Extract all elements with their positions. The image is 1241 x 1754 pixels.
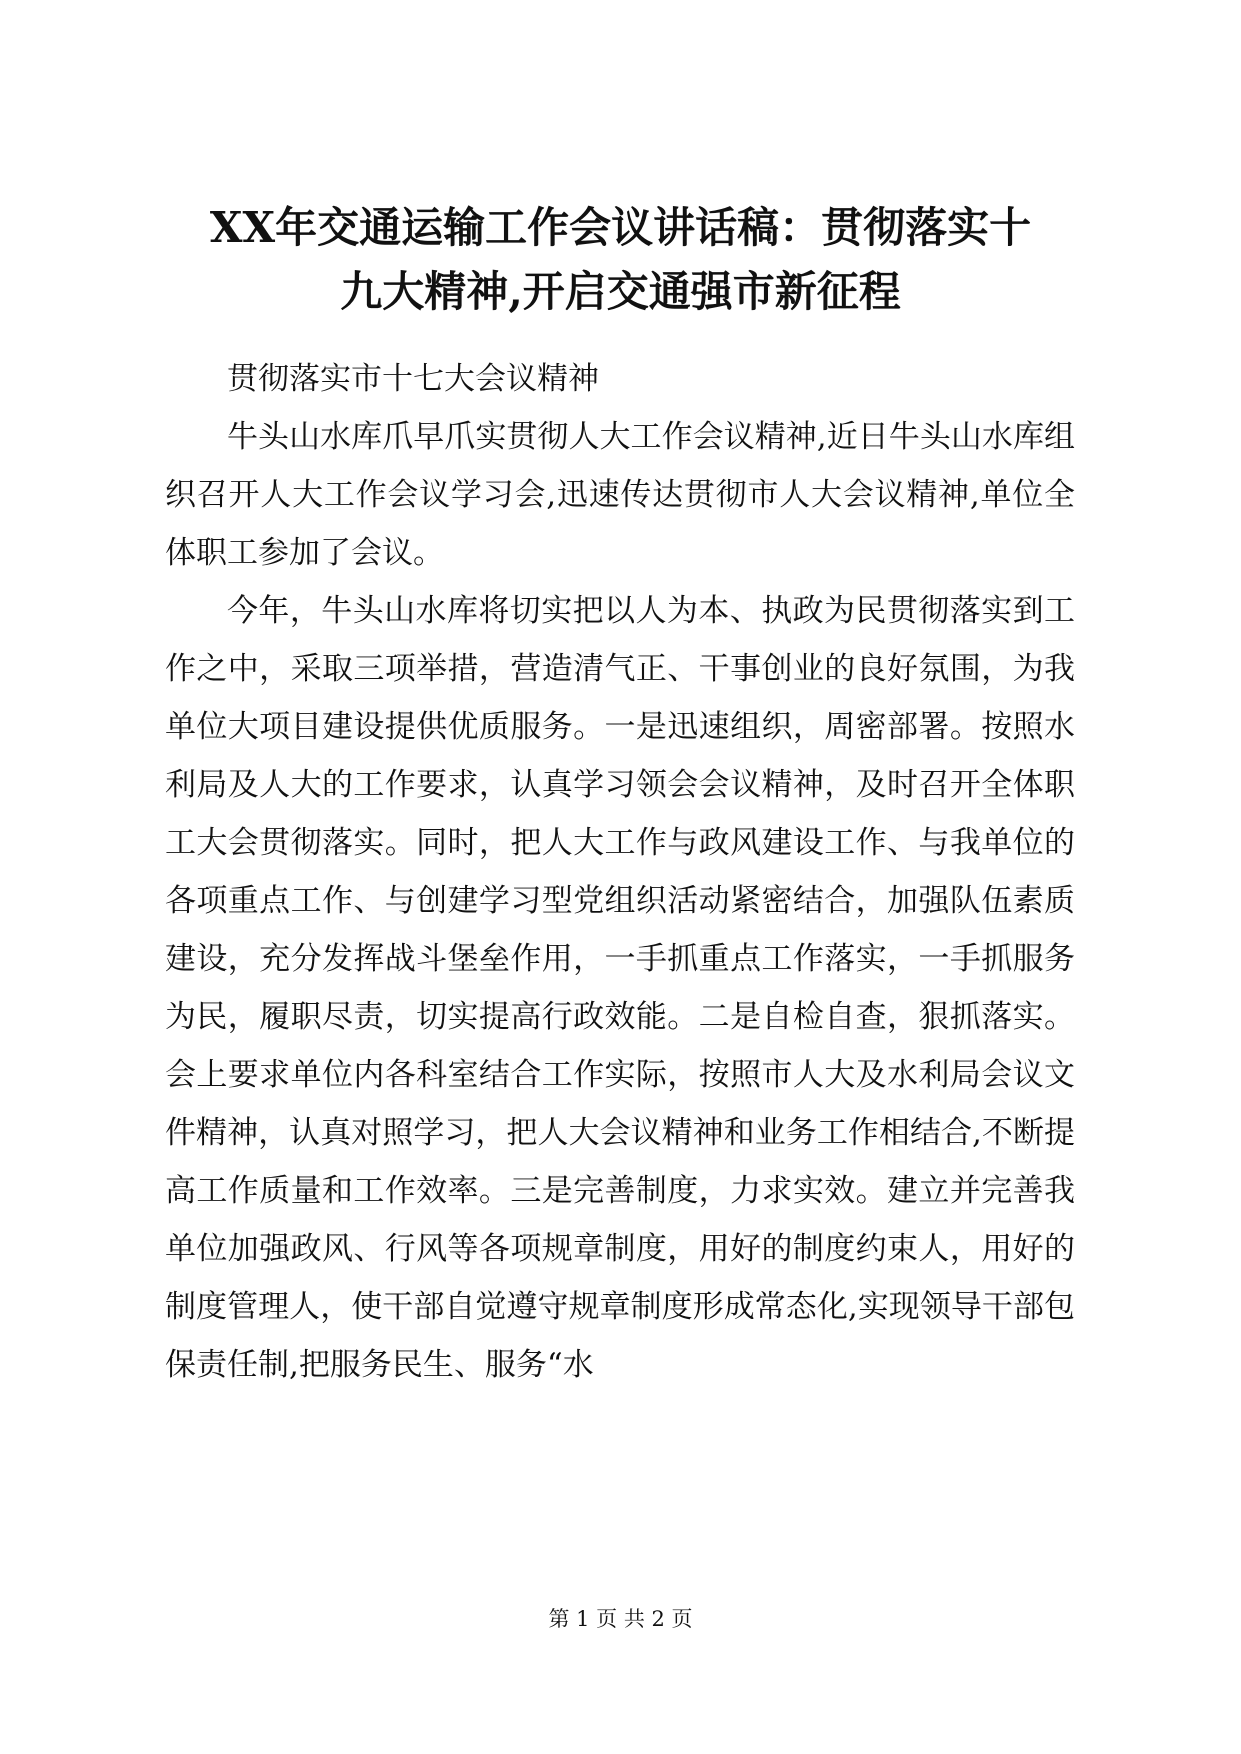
title-line-2: 九大精神,开启交通强市新征程 [340, 267, 901, 316]
document-title [150, 196, 1091, 324]
paragraph-subtitle: 贯彻落实市十七大会议精神 [227, 361, 599, 397]
paragraph-2: 今年，牛头山水库将切实把以人为本、执政为民贯彻落实到工作之中，采取三项举措，营造清气正、干事创业的良好氛围，为我单位大项目建设提供优质服务。一是迅速组织，周密部署。按照水利局及人大的工作要求，认真学习领会会议精神，及时召开全体职工大会贯彻落实。同时，把人大工作与政风建设工作、与我单位的各项重点工作、与创建学习型党组织活动紧密结合，加强队伍素质建设，充分发挥战斗堡垒作用，一手抓重点工作落实，一手抓服务为民，履职尽责，切实提高行政效能。二是自检自查，狠抓落实。会上要求单位内各科室结合工作实际，按照市人大及水利局会议文件精神，认真对照学习，把人大会议精神和业务工作相结合,不断提高工作质量和工作效率。三是完善制度，力求实效。建立并完善我单位加强政风、行风等各项规章制度，用好的制度约束人，用好的制度管理人，使干部自觉遵守规章制度形成常态化,实现领导干部包保责任制,把服务民生、服务“水 [165, 593, 1075, 1383]
paragraph-1: 牛头山水库爪早爪实贯彻人大工作会议精神,近日牛头山水库组织召开人大工作会议学习会,迅速传达贯彻市人大会议精神,单位全体职工参加了会议。 [165, 419, 1075, 571]
page-indicator: 第 1 页 共 2 页 [548, 1607, 693, 1631]
title-line-1: XX年交通运输工作会议讲话稿：贯彻落实十 [209, 203, 1032, 252]
document-body [165, 350, 1075, 1394]
page-footer [0, 1604, 1241, 1634]
